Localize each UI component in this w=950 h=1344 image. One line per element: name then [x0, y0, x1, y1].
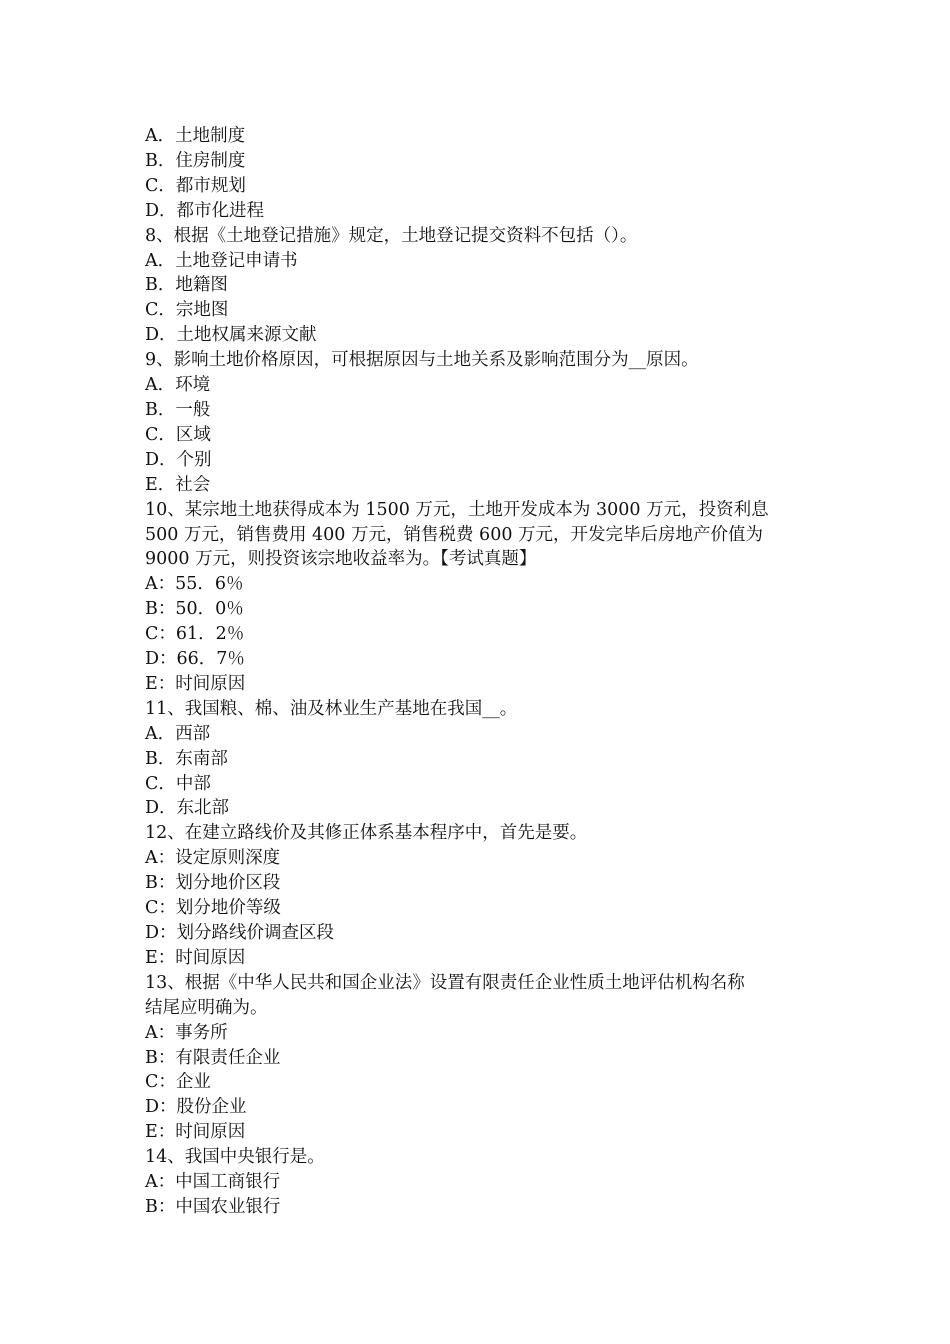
option-line: B：中国农业银行 [145, 1196, 281, 1217]
option-line: A．西部 [145, 723, 211, 744]
option-line: A．土地制度 [145, 126, 246, 146]
option-line: C：企业 [145, 1072, 211, 1093]
option-line: C：61．2％ [145, 624, 245, 645]
option-line: B．住房制度 [145, 150, 246, 171]
option-line: C：划分地价等级 [145, 898, 281, 919]
option-line: E：时间原因 [145, 673, 246, 694]
option-line: E：时间原因 [145, 947, 246, 968]
option-line: D．个别 [145, 449, 212, 470]
option-line: C．宗地图 [145, 300, 229, 321]
option-line: A．土地登记申请书 [145, 250, 298, 271]
option-line: B：有限责任企业 [145, 1047, 281, 1068]
option-line: B．东南部 [145, 748, 228, 769]
option-line: B：划分地价区段 [145, 873, 281, 894]
option-line: C．中部 [145, 773, 211, 794]
option-line: C．区域 [145, 424, 211, 445]
option-line: D：划分路线价调查区段 [145, 923, 335, 943]
option-line: A：设定原则深度 [145, 848, 281, 869]
question-13-line-2: 结尾应明确为。 [145, 997, 268, 1018]
option-line: A：中国工商银行 [145, 1172, 281, 1193]
question-14: 14、我国中央银行是。 [145, 1147, 325, 1168]
question-10-line-3: 9000 万元，则投资该宗地收益率为。【考试真题】 [145, 549, 537, 570]
question-12: 12、在建立路线价及其修正体系基本程序中，首先是要。 [145, 823, 588, 844]
option-line: D：股份企业 [145, 1097, 247, 1118]
option-line: B．一般 [145, 399, 211, 420]
option-line: C．都市规划 [145, 175, 246, 196]
option-line: D：66．7％ [145, 649, 245, 670]
option-line: E．社会 [145, 474, 211, 495]
option-line: D．东北部 [145, 798, 230, 819]
question-10-line-1: 10、某宗地土地获得成本为 1500 万元，土地开发成本为 3000 万元，投资利息 [145, 499, 769, 520]
option-line: E：时间原因 [145, 1122, 246, 1143]
question-8: 8、根据《土地登记措施》规定，土地登记提交资料不包括（）。 [145, 225, 638, 246]
document-page [145, 124, 810, 1220]
option-line: B．地籍图 [145, 275, 228, 296]
question-9: 9、影响土地价格原因，可根据原因与土地关系及影响范围分为__原因。 [145, 350, 699, 371]
option-line: A．环境 [145, 375, 211, 396]
option-line: B：50．0％ [145, 599, 244, 620]
question-13-line-1: 13、根据《中华人民共和国企业法》设置有限责任企业性质土地评估机构名称 [145, 972, 745, 993]
option-line: A：55．6％ [145, 574, 244, 595]
option-line: A：事务所 [145, 1022, 228, 1043]
option-line: D．土地权属来源文献 [145, 325, 317, 346]
option-line: D．都市化进程 [145, 200, 265, 221]
question-11: 11、我国粮、棉、油及林业生产基地在我国__。 [145, 698, 518, 719]
question-10-line-2: 500 万元，销售费用 400 万元，销售税费 600 万元，开发完毕后房地产价值为 [145, 524, 764, 545]
